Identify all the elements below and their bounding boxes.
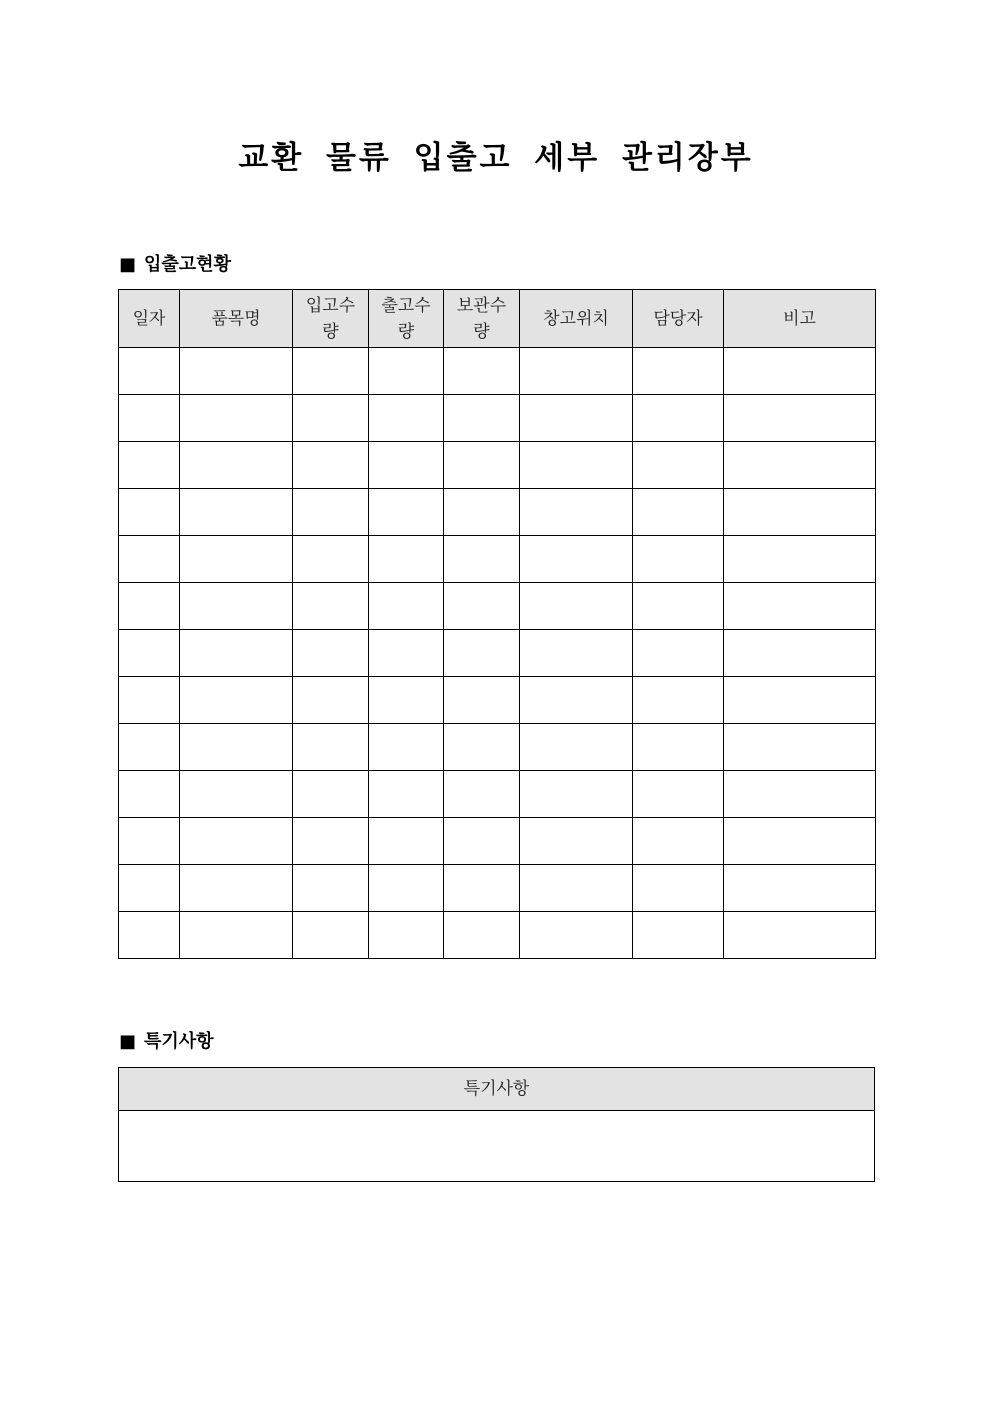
cell-warehouse-location[interactable] — [520, 818, 633, 865]
cell-outbound-qty[interactable] — [369, 395, 444, 442]
cell-warehouse-location[interactable] — [520, 912, 633, 959]
cell-date[interactable] — [119, 630, 180, 677]
cell-remarks[interactable] — [724, 677, 876, 724]
cell-date[interactable] — [119, 724, 180, 771]
cell-manager[interactable] — [633, 536, 724, 583]
section-heading-notes — [119, 1031, 214, 1053]
col-header-stock-qty: 보관수량 — [444, 290, 520, 348]
cell-inbound-qty[interactable] — [293, 724, 369, 771]
cell-item-name[interactable] — [180, 912, 293, 959]
cell-date[interactable] — [119, 348, 180, 395]
cell-remarks[interactable] — [724, 395, 876, 442]
table-row — [119, 348, 876, 395]
cell-inbound-qty[interactable] — [293, 677, 369, 724]
cell-manager[interactable] — [633, 583, 724, 630]
cell-stock-qty[interactable] — [444, 724, 520, 771]
cell-warehouse-location[interactable] — [520, 348, 633, 395]
cell-outbound-qty[interactable] — [369, 536, 444, 583]
cell-item-name[interactable] — [180, 489, 293, 536]
cell-manager[interactable] — [633, 818, 724, 865]
cell-remarks[interactable] — [724, 630, 876, 677]
cell-outbound-qty[interactable] — [369, 583, 444, 630]
cell-manager[interactable] — [633, 865, 724, 912]
notes-row — [119, 1111, 875, 1182]
cell-outbound-qty[interactable] — [369, 724, 444, 771]
cell-remarks[interactable] — [724, 442, 876, 489]
cell-outbound-qty[interactable] — [369, 771, 444, 818]
cell-stock-qty[interactable] — [444, 583, 520, 630]
cell-warehouse-location[interactable] — [520, 442, 633, 489]
cell-manager[interactable] — [633, 630, 724, 677]
cell-stock-qty[interactable] — [444, 771, 520, 818]
table-row — [119, 395, 876, 442]
col-header-manager: 담당자 — [633, 290, 724, 348]
table-row — [119, 583, 876, 630]
cell-remarks[interactable] — [724, 489, 876, 536]
cell-inbound-qty[interactable] — [293, 630, 369, 677]
cell-warehouse-location[interactable] — [520, 630, 633, 677]
table-row — [119, 630, 876, 677]
table-header-row — [119, 290, 876, 348]
table-row — [119, 489, 876, 536]
notes-table — [118, 1067, 875, 1182]
cell-item-name[interactable] — [180, 395, 293, 442]
cell-date[interactable] — [119, 442, 180, 489]
cell-outbound-qty[interactable] — [369, 630, 444, 677]
cell-date[interactable] — [119, 536, 180, 583]
cell-outbound-qty[interactable] — [369, 865, 444, 912]
cell-manager[interactable] — [633, 395, 724, 442]
cell-stock-qty[interactable] — [444, 912, 520, 959]
col-header-item-name: 품목명 — [180, 290, 293, 348]
cell-item-name[interactable] — [180, 818, 293, 865]
notes-header: 특기사항 — [119, 1068, 875, 1111]
cell-inbound-qty[interactable] — [293, 818, 369, 865]
cell-stock-qty[interactable] — [444, 536, 520, 583]
table-row — [119, 677, 876, 724]
cell-outbound-qty[interactable] — [369, 818, 444, 865]
cell-warehouse-location[interactable] — [520, 865, 633, 912]
cell-date[interactable] — [119, 818, 180, 865]
table-row — [119, 442, 876, 489]
cell-outbound-qty[interactable] — [369, 442, 444, 489]
cell-outbound-qty[interactable] — [369, 912, 444, 959]
table-row — [119, 536, 876, 583]
cell-warehouse-location[interactable] — [520, 724, 633, 771]
cell-stock-qty[interactable] — [444, 489, 520, 536]
cell-item-name[interactable] — [180, 630, 293, 677]
section-title: 입출고현황 — [144, 254, 231, 275]
notes-content-cell[interactable] — [119, 1111, 875, 1182]
cell-warehouse-location[interactable] — [520, 536, 633, 583]
cell-remarks[interactable] — [724, 865, 876, 912]
cell-date[interactable] — [119, 395, 180, 442]
cell-inbound-qty[interactable] — [293, 771, 369, 818]
cell-warehouse-location[interactable] — [520, 583, 633, 630]
col-header-warehouse-location: 창고위치 — [520, 290, 633, 348]
cell-inbound-qty[interactable] — [293, 912, 369, 959]
cell-item-name[interactable] — [180, 865, 293, 912]
cell-remarks[interactable] — [724, 912, 876, 959]
cell-item-name[interactable] — [180, 348, 293, 395]
cell-date[interactable] — [119, 771, 180, 818]
cell-manager[interactable] — [633, 912, 724, 959]
cell-date[interactable] — [119, 677, 180, 724]
cell-remarks[interactable] — [724, 348, 876, 395]
table-row — [119, 724, 876, 771]
cell-item-name[interactable] — [180, 771, 293, 818]
cell-inbound-qty[interactable] — [293, 442, 369, 489]
cell-item-name[interactable] — [180, 724, 293, 771]
table-row — [119, 865, 876, 912]
inout-ledger-table — [118, 289, 876, 959]
cell-date[interactable] — [119, 583, 180, 630]
cell-outbound-qty[interactable] — [369, 489, 444, 536]
col-header-inbound-qty: 입고수량 — [293, 290, 369, 348]
cell-inbound-qty[interactable] — [293, 348, 369, 395]
cell-stock-qty[interactable] — [444, 395, 520, 442]
cell-date[interactable] — [119, 912, 180, 959]
cell-inbound-qty[interactable] — [293, 395, 369, 442]
cell-item-name[interactable] — [180, 583, 293, 630]
cell-manager[interactable] — [633, 442, 724, 489]
cell-manager[interactable] — [633, 724, 724, 771]
cell-inbound-qty[interactable] — [293, 536, 369, 583]
cell-remarks[interactable] — [724, 724, 876, 771]
cell-manager[interactable] — [633, 348, 724, 395]
cell-warehouse-location[interactable] — [520, 771, 633, 818]
square-bullet-icon: ■ — [119, 254, 137, 275]
cell-stock-qty[interactable] — [444, 677, 520, 724]
cell-remarks[interactable] — [724, 771, 876, 818]
cell-stock-qty[interactable] — [444, 348, 520, 395]
cell-warehouse-location[interactable] — [520, 395, 633, 442]
col-header-outbound-qty: 출고수량 — [369, 290, 444, 348]
cell-manager[interactable] — [633, 771, 724, 818]
section-heading-inout — [119, 254, 231, 276]
square-bullet-icon: ■ — [119, 1031, 137, 1052]
cell-manager[interactable] — [633, 489, 724, 536]
cell-item-name[interactable] — [180, 677, 293, 724]
table-row — [119, 818, 876, 865]
col-header-date: 일자 — [119, 290, 180, 348]
cell-warehouse-location[interactable] — [520, 489, 633, 536]
cell-item-name[interactable] — [180, 442, 293, 489]
cell-outbound-qty[interactable] — [369, 677, 444, 724]
cell-stock-qty[interactable] — [444, 865, 520, 912]
cell-date[interactable] — [119, 865, 180, 912]
cell-warehouse-location[interactable] — [520, 677, 633, 724]
cell-item-name[interactable] — [180, 536, 293, 583]
cell-date[interactable] — [119, 489, 180, 536]
cell-inbound-qty[interactable] — [293, 489, 369, 536]
cell-stock-qty[interactable] — [444, 630, 520, 677]
cell-stock-qty[interactable] — [444, 818, 520, 865]
col-header-remarks: 비고 — [724, 290, 876, 348]
cell-manager[interactable] — [633, 677, 724, 724]
cell-remarks[interactable] — [724, 818, 876, 865]
cell-remarks[interactable] — [724, 583, 876, 630]
section-title: 특기사항 — [144, 1031, 214, 1052]
page-title: 교환 물류 입출고 세부 관리장부 — [238, 140, 754, 176]
cell-stock-qty[interactable] — [444, 442, 520, 489]
table-header-row — [119, 1068, 875, 1111]
cell-remarks[interactable] — [724, 536, 876, 583]
cell-inbound-qty[interactable] — [293, 583, 369, 630]
cell-outbound-qty[interactable] — [369, 348, 444, 395]
table-row — [119, 771, 876, 818]
cell-inbound-qty[interactable] — [293, 865, 369, 912]
table-row — [119, 912, 876, 959]
